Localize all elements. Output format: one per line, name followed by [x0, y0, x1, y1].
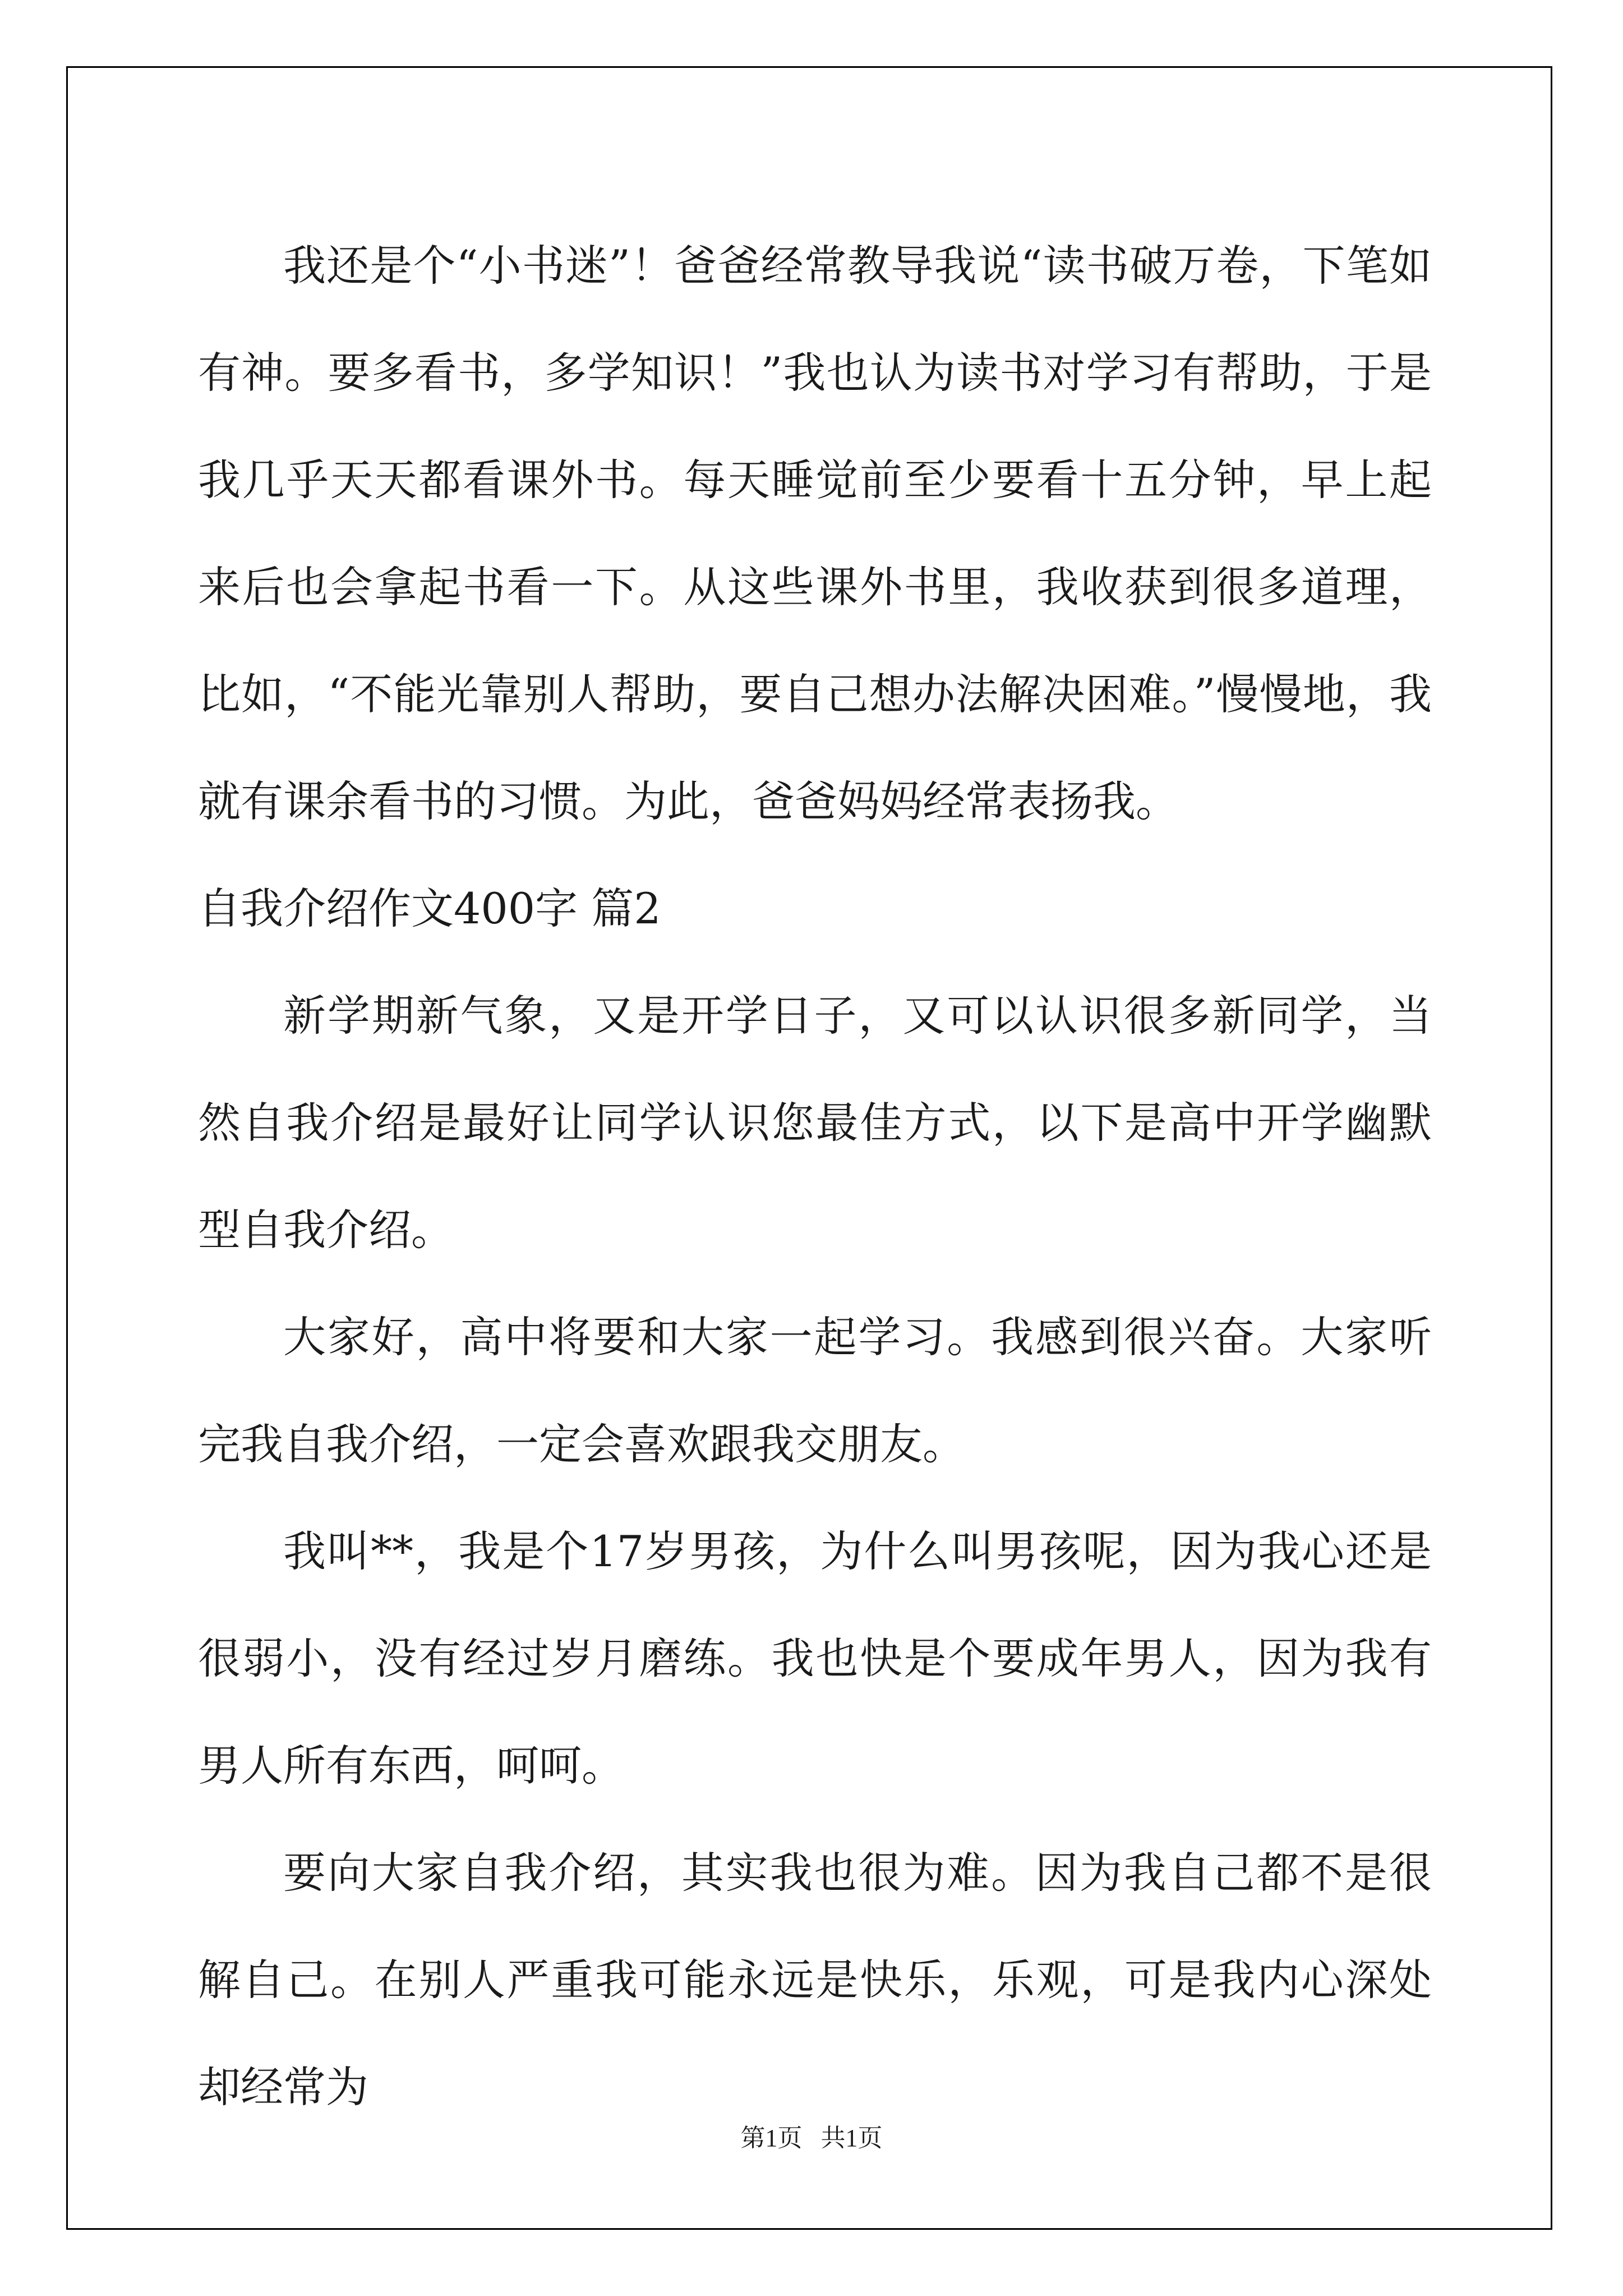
document-body	[198, 212, 1432, 2141]
section-heading: 自我介绍作文400字 篇2	[198, 884, 661, 933]
page-number-footer: 第1页 共1页	[740, 2124, 883, 2152]
paragraph-greeting: 大家好，高中将要和大家一起学习。我感到很兴奋。大家听完我自我介绍，一定会喜欢跟我交朋友。	[198, 1312, 1432, 1469]
paragraph-new-semester: 新学期新气象，又是开学日子，又可以认识很多新同学，当然自我介绍是最好让同学认识您最佳方式，以下是高中开学幽默型自我介绍。	[198, 991, 1432, 1255]
paragraph-name-age: 我叫**，我是个17岁男孩，为什么叫男孩呢，因为我心还是很弱小，没有经过岁月磨练。我也快是个要成年男人，因为我有男人所有东西，呵呵。	[198, 1526, 1432, 1791]
paragraph-reading-habit: 我还是个“小书迷”！爸爸经常教导我说“读书破万卷，下笔如有神。要多看书，多学知识！”我也认为读书对学习有帮助，于是我几乎天天都看课外书。每天睡觉前至少要看十五分钟，早上起来后也会拿起书看一下。从这些课外书里，我收获到很多道理，比如，“不能光靠别人帮助，要自己想办法解决困难。”慢慢地，我就有课余看书的习惯。为此，爸爸妈妈经常表扬我。	[198, 241, 1432, 826]
paragraph-self-intro: 要向大家自我介绍，其实我也很为难。因为我自己都不是很解自己。在别人严重我可能永远是快乐，乐观，可是我内心深处却经常为	[198, 1848, 1432, 2112]
